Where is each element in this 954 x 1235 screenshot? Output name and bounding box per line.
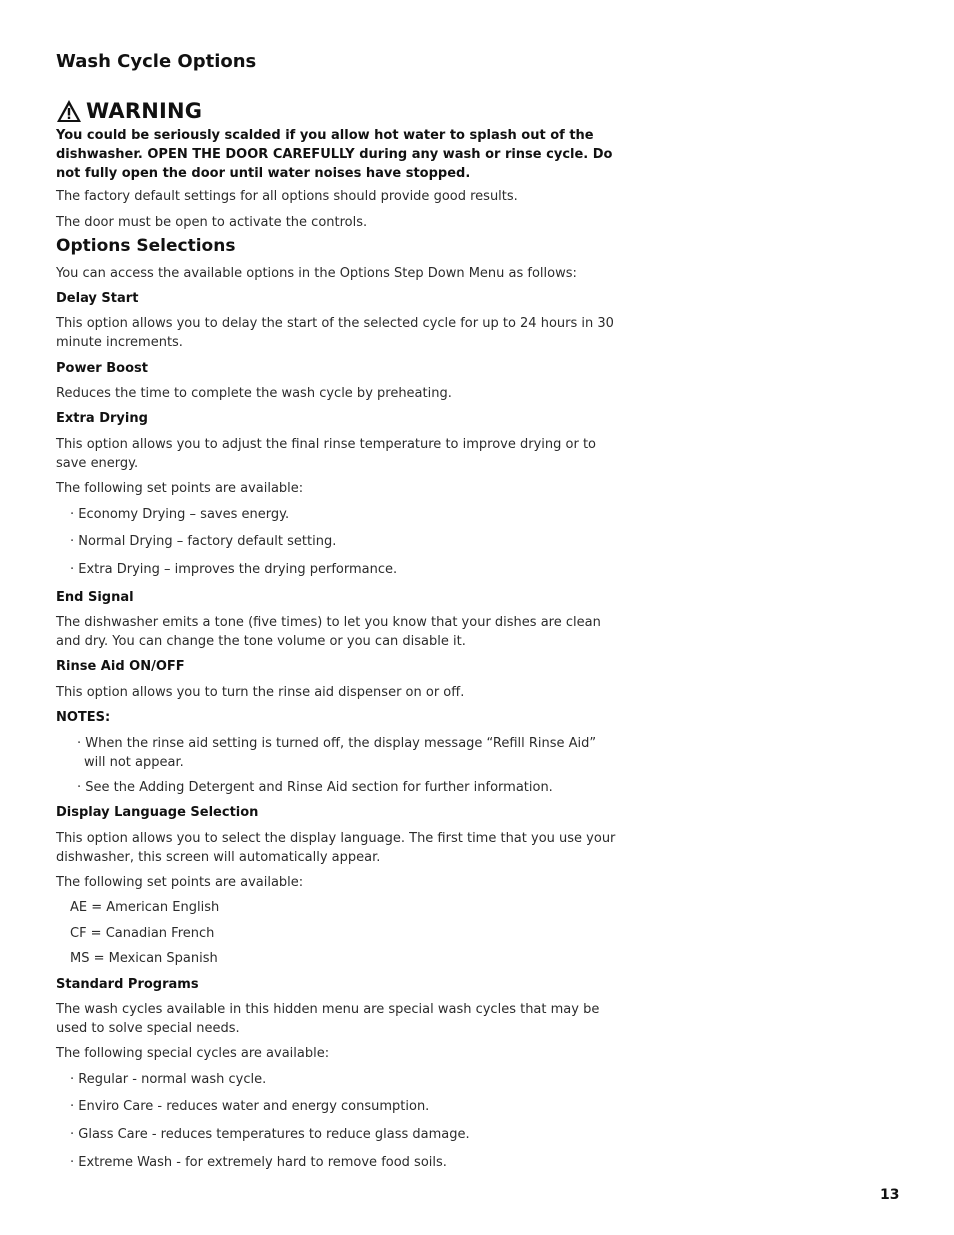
extra-drying-lead: The following set points are available: — [56, 481, 304, 496]
warning-triangle-icon — [56, 99, 82, 123]
delay-start-text: This option allows you to delay the start of the selected cycle for up to 24 hours in 30 minute increments. — [56, 316, 614, 350]
power-boost-heading: Power Boost — [56, 361, 148, 376]
options-intro: You can access the available options in the Options Step Down Menu as follows: — [56, 266, 577, 281]
note-item: · When the rinse aid setting is turned off, the display message “Refill Rinse Aid” will not appear. — [77, 736, 597, 770]
list-item: · Extreme Wash - for extremely hard to remove food soils. — [70, 1155, 447, 1170]
notes-label: NOTES: — [56, 710, 111, 725]
warning-text: You could be seriously scalded if you allow hot water to splash out of the dishwasher. OPEN THE DOOR CAREFULLY during any wash or rinse cycle. Do not fully open the door until water noises have stopped. — [56, 128, 613, 181]
list-item: · Regular - normal wash cycle. — [70, 1072, 267, 1087]
options-heading: Options Selections — [56, 236, 236, 256]
end-signal-heading: End Signal — [56, 590, 134, 605]
list-item: AE = American English — [70, 900, 220, 915]
standard-programs-heading: Standard Programs — [56, 977, 199, 992]
note-item: · See the Adding Detergent and Rinse Aid section for further information. — [77, 780, 553, 795]
list-item: · Enviro Care - reduces water and energy consumption. — [70, 1099, 430, 1114]
list-item: · Extra Drying – improves the drying performance. — [70, 562, 398, 577]
delay-start-heading: Delay Start — [56, 291, 139, 306]
display-language-heading: Display Language Selection — [56, 805, 259, 820]
display-language-text: This option allows you to select the display language. The first time that you use your dishwasher, this screen will automatically appear. — [56, 831, 616, 865]
standard-programs-text: The wash cycles available in this hidden menu are special wash cycles that may be used to solve special needs. — [56, 1002, 600, 1036]
rinse-aid-heading: Rinse Aid ON/OFF — [56, 659, 185, 674]
extra-drying-text: This option allows you to adjust the final rinse temperature to improve drying or to save energy. — [56, 437, 596, 471]
warning-header — [56, 98, 202, 124]
standard-programs-lead: The following special cycles are available: — [56, 1046, 330, 1061]
intro-paragraph: The door must be open to activate the controls. — [56, 215, 368, 230]
page-title: Wash Cycle Options — [56, 51, 257, 72]
list-item: · Economy Drying – saves energy. — [70, 507, 290, 522]
power-boost-text: Reduces the time to complete the wash cycle by preheating. — [56, 386, 452, 401]
list-item: · Normal Drying – factory default setting. — [70, 534, 337, 549]
warning-title: WARNING — [86, 99, 203, 123]
list-item: MS = Mexican Spanish — [70, 951, 218, 966]
intro-paragraph: The factory default settings for all options should provide good results. — [56, 189, 518, 204]
display-language-lead: The following set points are available: — [56, 875, 304, 890]
list-item: CF = Canadian French — [70, 926, 215, 941]
extra-drying-heading: Extra Drying — [56, 411, 148, 426]
page-number: 13 — [880, 1187, 900, 1203]
list-item: · Glass Care - reduces temperatures to reduce glass damage. — [70, 1127, 470, 1142]
rinse-aid-text: This option allows you to turn the rinse aid dispenser on or off. — [56, 685, 465, 700]
end-signal-text: The dishwasher emits a tone (five times) to let you know that your dishes are clean and dry. You can change the tone volume or you can disable it. — [56, 615, 601, 649]
